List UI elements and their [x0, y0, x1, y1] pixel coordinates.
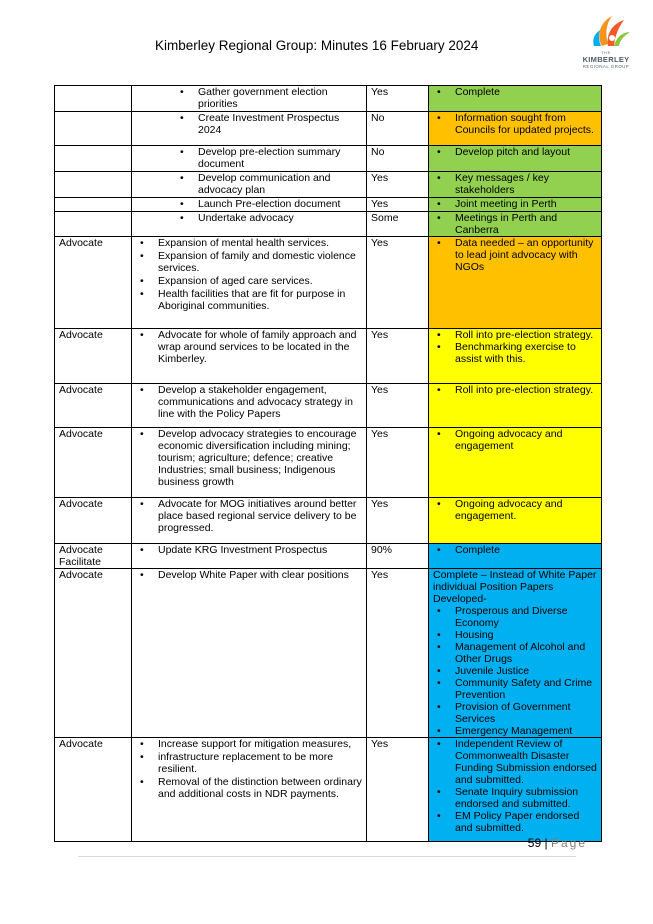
progress-list: [433, 112, 597, 136]
progress-cell: [429, 329, 602, 384]
status-cell: [367, 172, 429, 198]
progress-cell: [429, 212, 602, 237]
table-row: [55, 544, 602, 569]
progress-cell: [429, 237, 602, 329]
progress-list: [433, 605, 597, 737]
progress-cell: [429, 544, 602, 569]
action-list: [136, 237, 362, 312]
table-row: [55, 212, 602, 237]
action-list: [136, 212, 362, 224]
status-text: No: [371, 146, 385, 158]
action-item: • Develop a stakeholder engagement, communications and advocacy strategy in line with the Policy Papers: [136, 384, 362, 420]
progress-item: • EM Policy Paper endorsed and submitted.: [433, 810, 597, 834]
action-item: • Increase support for mitigation measures,: [136, 738, 362, 750]
action-cell: [132, 384, 367, 428]
role-cell: [55, 198, 132, 212]
progress-item: • Senate Inquiry submission endorsed and submitted.: [433, 786, 597, 810]
progress-item: • Provision of Government Services: [433, 701, 597, 725]
table-row: [55, 86, 602, 112]
action-item: • Develop White Paper with clear positions: [136, 569, 362, 581]
logo-mark-icon: [574, 12, 638, 52]
progress-cell: [429, 384, 602, 428]
status-cell: [367, 544, 429, 569]
progress-list: [433, 384, 597, 396]
status-text: Yes: [371, 329, 389, 341]
status-text: Yes: [371, 198, 389, 210]
progress-list: [433, 198, 597, 210]
progress-cell: [429, 112, 602, 146]
role-cell: [55, 172, 132, 198]
table-row: [55, 498, 602, 544]
status-cell: [367, 428, 429, 498]
role-cell: [55, 569, 132, 738]
progress-item: • Emergency Management: [433, 725, 597, 737]
status-cell: [367, 498, 429, 544]
progress-item: • Roll into pre-election strategy.: [433, 329, 597, 341]
action-item: • Gather government election priorities: [136, 86, 362, 110]
progress-list: [433, 428, 597, 452]
action-list: [136, 146, 362, 170]
role-text: Advocate: [59, 498, 103, 510]
status-cell: [367, 146, 429, 172]
action-cell: [132, 544, 367, 569]
role-text: Advocate: [59, 738, 103, 750]
progress-item: • Joint meeting in Perth: [433, 198, 597, 210]
progress-item: • Information sought from Councils for updated projects.: [433, 112, 597, 136]
progress-intro: Complete – Instead of White Paper individual Position Papers Developed-: [433, 569, 597, 605]
table-row: [55, 146, 602, 172]
status-text: Yes: [371, 569, 389, 581]
table-row: [55, 329, 602, 384]
action-item: • Expansion of mental health services.: [136, 237, 362, 249]
progress-cell: [429, 172, 602, 198]
action-list: [136, 86, 362, 110]
status-text: Yes: [371, 86, 389, 98]
status-cell: [367, 569, 429, 738]
progress-item: • Management of Alcohol and Other Drugs: [433, 641, 597, 665]
progress-cell: [429, 428, 602, 498]
progress-cell: [429, 569, 602, 738]
progress-item: • Benchmarking exercise to assist with this.: [433, 341, 597, 365]
action-item: • Advocate for MOG initiatives around better place based regional service delivery to be progressed.: [136, 498, 362, 534]
role-cell: [55, 428, 132, 498]
action-list: [136, 329, 362, 365]
page-separator: |: [544, 836, 548, 850]
progress-item: • Juvenile Justice: [433, 665, 597, 677]
role-cell: [55, 498, 132, 544]
action-list: [136, 569, 362, 581]
status-text: 90%: [371, 544, 393, 556]
table-row: [55, 738, 602, 842]
role-text: Advocate: [59, 569, 103, 581]
progress-list: [433, 498, 597, 522]
page-label: Page: [550, 836, 587, 850]
progress-cell: [429, 146, 602, 172]
action-item: • Expansion of family and domestic violence services.: [136, 250, 362, 274]
role-cell: [55, 384, 132, 428]
table-body: [55, 86, 602, 842]
table-row: [55, 237, 602, 329]
role-cell: [55, 237, 132, 329]
table-row: [55, 112, 602, 146]
progress-list: [433, 172, 597, 196]
progress-cell: [429, 738, 602, 842]
role-cell: [55, 86, 132, 112]
action-item: • Removal of the distinction between ordinary and additional costs in NDR payments.: [136, 776, 362, 800]
logo-sub-text: REGIONAL GROUP: [582, 64, 630, 69]
role-cell: [55, 738, 132, 842]
progress-item: • Housing: [433, 629, 597, 641]
action-cell: [132, 237, 367, 329]
action-list: [136, 198, 362, 210]
table-row: [55, 428, 602, 498]
role-cell: [55, 112, 132, 146]
page-number: 59: [527, 836, 542, 850]
action-list: [136, 738, 362, 800]
action-cell: [132, 198, 367, 212]
action-cell: [132, 212, 367, 237]
action-cell: [132, 428, 367, 498]
progress-cell: [429, 498, 602, 544]
action-cell: [132, 146, 367, 172]
progress-list: [433, 146, 597, 158]
progress-item: • Meetings in Perth and Canberra: [433, 212, 597, 236]
status-cell: [367, 198, 429, 212]
action-item: • Update KRG Investment Prospectus: [136, 544, 362, 556]
action-cell: [132, 86, 367, 112]
logo-small-text: THE: [601, 50, 611, 55]
progress-item: • Key messages / key stakeholders: [433, 172, 597, 196]
progress-list: [433, 329, 597, 365]
role-cell: [55, 212, 132, 237]
progress-item: • Develop pitch and layout: [433, 146, 597, 158]
action-cell: [132, 329, 367, 384]
action-item: • Develop advocacy strategies to encourage economic diversification including mining; tourism; agriculture; defence; creative Industries; small business; Indigenous business growth: [136, 428, 362, 488]
progress-list: [433, 212, 597, 236]
progress-cell: [429, 86, 602, 112]
progress-list: [433, 738, 597, 834]
action-cell: [132, 738, 367, 842]
action-list: [136, 498, 362, 534]
action-list: [136, 428, 362, 488]
status-text: Yes: [371, 738, 389, 750]
status-text: Some: [371, 212, 399, 224]
status-text: Yes: [371, 498, 389, 510]
action-item: • Advocate for whole of family approach and wrap around services to be located in the Kimberley.: [136, 329, 362, 365]
role-cell: [55, 146, 132, 172]
footer-divider: [78, 856, 576, 857]
role-text: Advocate: [59, 384, 103, 396]
action-item: • Expansion of aged care services.: [136, 275, 362, 287]
progress-item: • Roll into pre-election strategy.: [433, 384, 597, 396]
status-cell: [367, 384, 429, 428]
role-text: Advocate: [59, 329, 103, 341]
kimberley-logo: [574, 12, 638, 74]
action-item: • Develop pre-election summary document: [136, 146, 362, 170]
table-row: [55, 172, 602, 198]
status-text: Yes: [371, 172, 389, 184]
role-text: Advocate: [59, 237, 103, 249]
action-item: • Launch Pre-election document: [136, 198, 362, 210]
status-cell: [367, 329, 429, 384]
action-list: [136, 384, 362, 420]
action-cell: [132, 569, 367, 738]
status-text: No: [371, 112, 385, 124]
page-number-footer: [528, 836, 587, 850]
action-item: • Undertake advocacy: [136, 212, 362, 224]
action-item: • Develop communication and advocacy plan: [136, 172, 362, 196]
role-cell: [55, 544, 132, 569]
progress-list: [433, 86, 597, 98]
progress-list: [433, 237, 597, 273]
status-cell: [367, 112, 429, 146]
progress-item: • Complete: [433, 86, 597, 98]
action-item: • Create Investment Prospectus 2024: [136, 112, 362, 136]
status-cell: [367, 86, 429, 112]
minutes-action-table: [54, 85, 602, 842]
role-cell: [55, 329, 132, 384]
status-text: Yes: [371, 384, 389, 396]
action-item: • infrastructure replacement to be more resilient.: [136, 751, 362, 775]
progress-item: • Data needed – an opportunity to lead joint advocacy with NGOs: [433, 237, 597, 273]
action-list: [136, 112, 362, 136]
progress-item: • Independent Review of Commonwealth Disaster Funding Submission endorsed and submitted.: [433, 738, 597, 786]
status-text: Yes: [371, 237, 389, 249]
status-cell: [367, 237, 429, 329]
progress-item: • Ongoing advocacy and engagement: [433, 428, 597, 452]
action-cell: [132, 498, 367, 544]
action-cell: [132, 112, 367, 146]
status-cell: [367, 738, 429, 842]
role-text: Advocate: [59, 428, 103, 440]
logo-name-text: KIMBERLEY: [582, 55, 630, 64]
action-list: [136, 544, 362, 556]
progress-item: • Complete: [433, 544, 597, 556]
progress-item: • Ongoing advocacy and engagement.: [433, 498, 597, 522]
progress-cell: [429, 198, 602, 212]
status-text: Yes: [371, 428, 389, 440]
progress-list: [433, 544, 597, 556]
status-cell: [367, 212, 429, 237]
table-row: [55, 198, 602, 212]
progress-item: • Prosperous and Diverse Economy: [433, 605, 597, 629]
role-text: Advocate Facilitate: [59, 544, 103, 568]
progress-item: • Community Safety and Crime Prevention: [433, 677, 597, 701]
table-row: [55, 569, 602, 738]
action-list: [136, 172, 362, 196]
action-cell: [132, 172, 367, 198]
action-item: • Health facilities that are fit for purpose in Aboriginal communities.: [136, 288, 362, 312]
page-header-title: Kimberley Regional Group: Minutes 16 February 2024: [155, 38, 479, 53]
table-row: [55, 384, 602, 428]
